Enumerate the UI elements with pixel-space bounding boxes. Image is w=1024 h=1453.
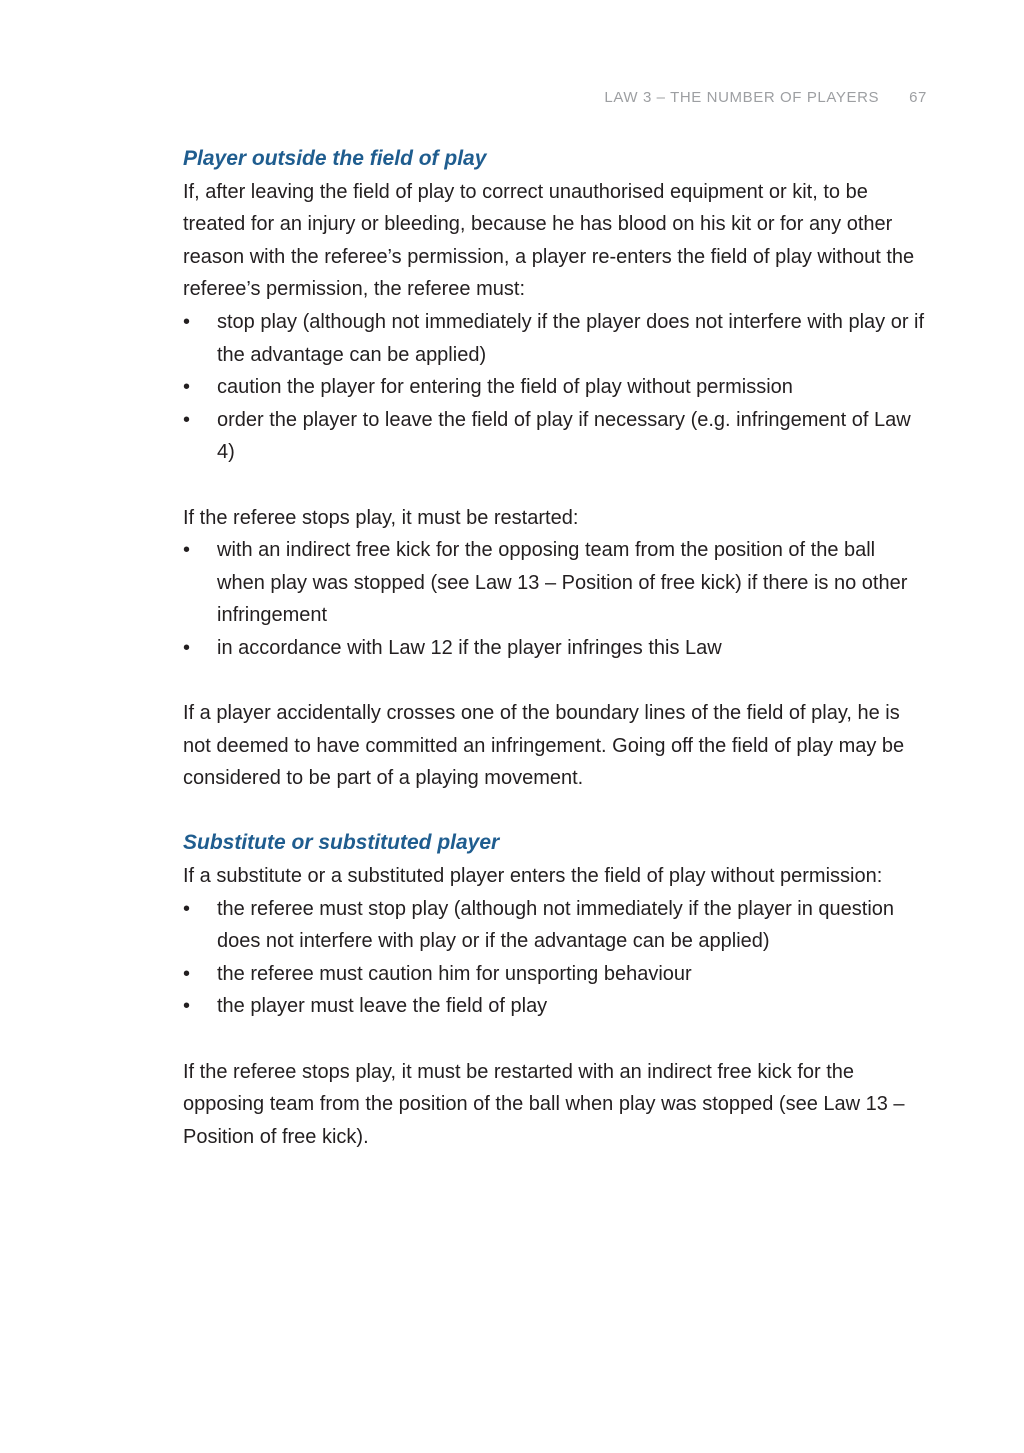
section1-boundary-paragraph: If a player accidentally crosses one of the boundary lines of the field of play, he is not deemed to have committed an infringement. Going off the field of play may be considered to be part of a playing movement. <box>183 702 905 790</box>
list-item <box>183 958 928 991</box>
bullet-glyph: • <box>183 995 191 1018</box>
list-item-text: with an indirect free kick for the opposing team from the position of the ball when play was stopped (see Law 13 – Position of free kick) if there is no other infringement <box>217 539 908 627</box>
list-item-text: order the player to leave the field of play if necessary (e.g. infringement of Law 4) <box>217 408 911 464</box>
page-number: 67 <box>909 89 927 106</box>
running-title: LAW 3 – THE NUMBER OF PLAYERS <box>604 89 880 106</box>
list-item-text: stop play (although not immediately if the player does not interfere with play or if the advantage can be applied) <box>217 310 925 366</box>
section2-actions-list <box>183 893 928 1023</box>
section1-restart-intro: If the referee stops play, it must be restarted: <box>183 506 579 529</box>
list-item <box>183 404 928 469</box>
list-item <box>183 632 928 665</box>
list-item-text: caution the player for entering the field of play without permission <box>217 376 793 399</box>
bullet-glyph: • <box>183 376 191 399</box>
section-heading-player-outside: Player outside the field of play <box>183 147 487 170</box>
section-heading-substitute: Substitute or substituted player <box>183 831 500 855</box>
list-item <box>183 893 928 958</box>
paragraph-spacer <box>183 795 928 828</box>
bullet-glyph: • <box>183 962 191 985</box>
running-header <box>604 89 927 106</box>
section1-restart-list <box>183 534 928 664</box>
bullet-glyph: • <box>183 897 191 920</box>
list-item-text: in accordance with Law 12 if the player infringes this Law <box>217 636 722 659</box>
paragraph-spacer <box>183 469 928 502</box>
list-item-text: the referee must stop play (although not immediately if the player in question does not interfere with play or if the advantage can be applied) <box>217 897 895 953</box>
section1-referee-actions-list <box>183 306 928 469</box>
bullet-glyph: • <box>183 636 191 659</box>
paragraph-spacer <box>183 665 928 698</box>
list-item <box>183 371 928 404</box>
section2-intro-paragraph: If a substitute or a substituted player enters the field of play without permission: <box>183 865 883 888</box>
bullet-glyph: • <box>183 310 191 333</box>
bullet-glyph: • <box>183 408 191 431</box>
page-content <box>183 143 928 1153</box>
list-item-text: the player must leave the field of play <box>217 995 548 1018</box>
list-item <box>183 534 928 632</box>
section2-restart-paragraph: If the referee stops play, it must be restarted with an indirect free kick for the opposing team from the position of the ball when play was stopped (see Law 13 – Position of free kick). <box>183 1060 905 1148</box>
list-item-text: the referee must caution him for unsporting behaviour <box>217 962 692 985</box>
list-item <box>183 306 928 371</box>
list-item <box>183 990 928 1023</box>
section1-intro-paragraph: If, after leaving the field of play to correct unauthorised equipment or kit, to be treated for an injury or bleeding, because he has blood on his kit or for any other reason with the referee’s permission, a player re-enters the field of play without the referee’s permission, the referee must: <box>183 180 915 301</box>
bullet-glyph: • <box>183 539 191 562</box>
paragraph-spacer <box>183 1023 928 1056</box>
